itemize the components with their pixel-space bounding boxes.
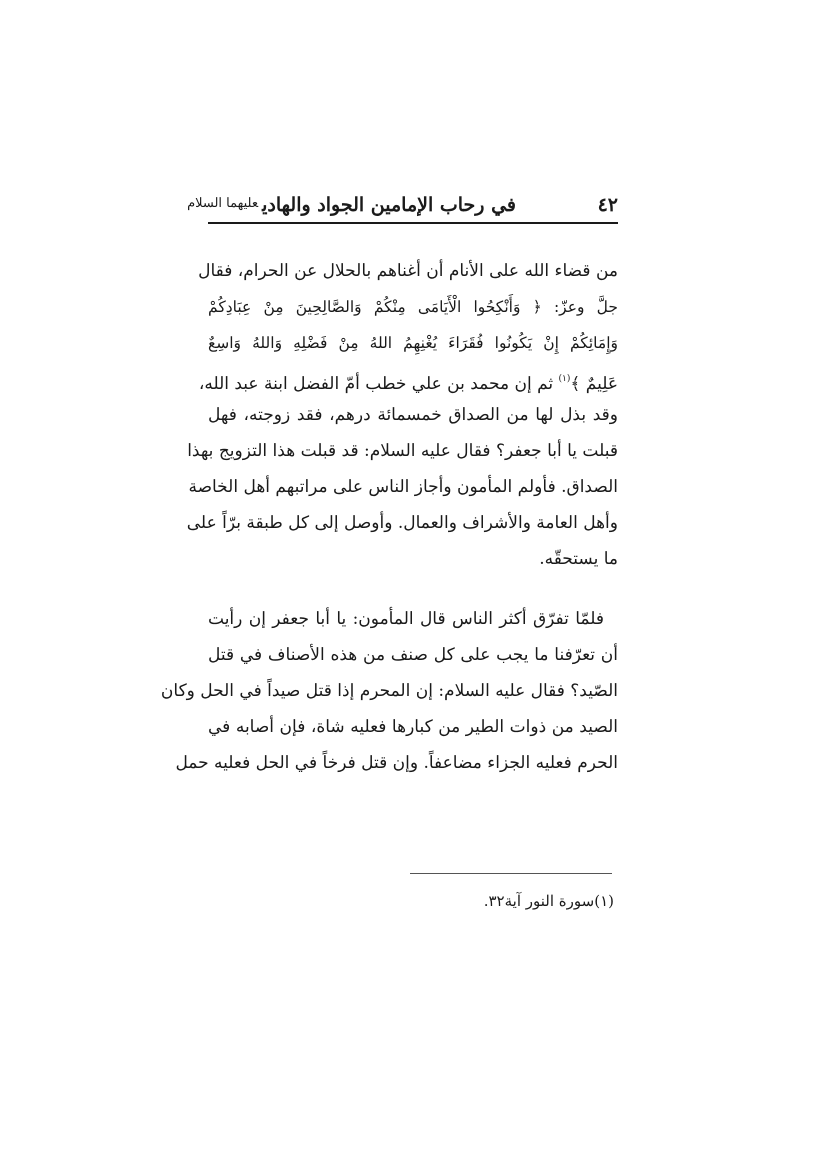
running-title bbox=[187, 194, 516, 216]
text-line: ما يستحقّه. bbox=[539, 549, 618, 569]
text-line: الصيد من ذوات الطير من كبارها فعليه شاة، فإن أصابه في bbox=[208, 717, 618, 737]
text-line: الصّيد؟ فقال عليه السلام: إن المحرم إذا قتل صيداً في الحل وكان bbox=[160, 681, 618, 701]
page-number: ٤٢ bbox=[597, 194, 618, 216]
footnote-rule bbox=[410, 873, 612, 874]
paragraph-gap bbox=[208, 577, 618, 601]
text-line: فلمّا تفرّق أكثر الناس قال المأمون: يا أبا جعفر إن رأيت bbox=[208, 609, 604, 629]
running-title-text: في رحاب الإمامين الجواد والهادي bbox=[262, 194, 516, 216]
text-line: من قضاء الله على الأنام أن أغناهم بالحلال عن الحرام، فقال bbox=[198, 261, 618, 281]
footnote-reference: (١) bbox=[558, 374, 571, 384]
text-line: جلَّ وعزّ: ﴿ وَأَنْكِحُوا الْأَيَامَى مِنْكُمْ وَالصَّالِحِينَ مِنْ عِبَادِكُمْ bbox=[208, 298, 618, 316]
text-line: وأهل العامة والأشراف والعمال. وأوصل إلى كل طبقة برّاً على bbox=[186, 513, 618, 533]
running-header bbox=[187, 190, 618, 224]
text-line-continuation: ثم إن محمد بن علي خطب أمّ الفضل ابنة عبد الله، bbox=[198, 374, 554, 394]
header-rule bbox=[208, 222, 618, 224]
text-line: وقد بذل لها من الصداق خمسمائة درهم، فقد زوجته، فهل bbox=[208, 405, 618, 425]
footnote: (١)سورة النور آية٣٢. bbox=[483, 892, 614, 910]
text-line: الحرم فعليه الجزاء مضاعفاً. وإن قتل فرخاً في الحل فعليه حمل bbox=[175, 753, 618, 773]
text-line: الصداق. فأولم المأمون وأجاز الناس على مراتبهم أهل الخاصة bbox=[188, 477, 618, 497]
honorific-ligature: عليهما السلام bbox=[187, 196, 259, 211]
text-line: أن تعرّفنا ما يجب على كل صنف من هذه الأصناف في قتل bbox=[208, 645, 618, 665]
body-text bbox=[160, 253, 618, 781]
text-line bbox=[198, 361, 618, 397]
quran-verse-end: عَلِيمٌ ﴾ bbox=[570, 374, 618, 394]
text-line: قبلت يا أبا جعفر؟ فقال عليه السلام: قد قبلت هذا التزويج بهذا bbox=[187, 441, 618, 461]
text-line: وَإِمَائِكُمْ إِنْ يَكُونُوا فُقَرَاءَ يُغْنِهِمُ اللهُ مِنْ فَضْلِهِ وَاللهُ وَاسِعٌ bbox=[208, 334, 618, 352]
